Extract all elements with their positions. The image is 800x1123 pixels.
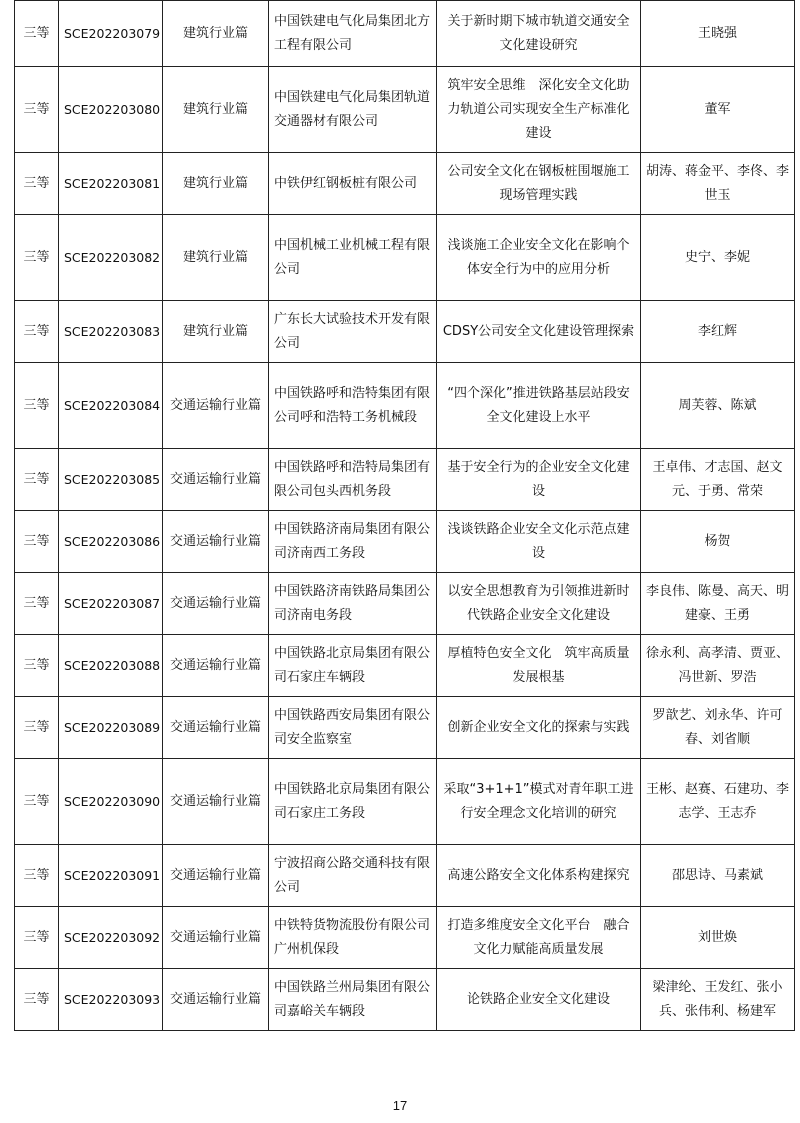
organization-cell: 中国铁路呼和浩特集团有限公司呼和浩特工务机械段: [269, 363, 437, 449]
grade-cell: 三等: [15, 449, 59, 511]
paper-title-cell: 厚植特色安全文化 筑牢高质量发展根基: [437, 635, 641, 697]
organization-cell: 中国铁路济南铁路局集团公司济南电务段: [269, 573, 437, 635]
table-row: [15, 215, 795, 301]
grade-cell: 三等: [15, 635, 59, 697]
code-cell: SCE202203080: [59, 67, 163, 153]
code-cell: SCE202203079: [59, 1, 163, 67]
paper-title-cell: 创新企业安全文化的探索与实践: [437, 697, 641, 759]
awards-table: [14, 0, 795, 1031]
paper-title-cell: 关于新时期下城市轨道交通安全文化建设研究: [437, 1, 641, 67]
code-cell: SCE202203082: [59, 215, 163, 301]
awards-table-body: [15, 1, 795, 1031]
authors-cell: 李良伟、陈曼、高天、明建豪、王勇: [641, 573, 795, 635]
organization-cell: 广东长大试验技术开发有限公司: [269, 301, 437, 363]
table-row: [15, 449, 795, 511]
code-cell: SCE202203081: [59, 153, 163, 215]
paper-title-cell: 公司安全文化在钢板桩围堰施工现场管理实践: [437, 153, 641, 215]
grade-cell: 三等: [15, 363, 59, 449]
paper-title-cell: 论铁路企业安全文化建设: [437, 969, 641, 1031]
table-row: [15, 67, 795, 153]
category-cell: 交通运输行业篇: [163, 363, 269, 449]
table-row: [15, 301, 795, 363]
category-cell: 建筑行业篇: [163, 1, 269, 67]
paper-title-cell: 以安全思想教育为引领推进新时代铁路企业安全文化建设: [437, 573, 641, 635]
grade-cell: 三等: [15, 1, 59, 67]
code-cell: SCE202203089: [59, 697, 163, 759]
authors-cell: 徐永利、高孝清、贾亚、冯世新、罗浩: [641, 635, 795, 697]
paper-title-cell: 采取“3+1+1”模式对青年职工进行安全理念文化培训的研究: [437, 759, 641, 845]
category-cell: 交通运输行业篇: [163, 573, 269, 635]
organization-cell: 中国机械工业机械工程有限公司: [269, 215, 437, 301]
organization-cell: 中铁特货物流股份有限公司广州机保段: [269, 907, 437, 969]
grade-cell: 三等: [15, 511, 59, 573]
authors-cell: 邵思诗、马素斌: [641, 845, 795, 907]
grade-cell: 三等: [15, 153, 59, 215]
category-cell: 交通运输行业篇: [163, 697, 269, 759]
category-cell: 交通运输行业篇: [163, 969, 269, 1031]
grade-cell: 三等: [15, 67, 59, 153]
grade-cell: 三等: [15, 759, 59, 845]
organization-cell: 宁波招商公路交通科技有限公司: [269, 845, 437, 907]
grade-cell: 三等: [15, 969, 59, 1031]
authors-cell: 胡涛、蒋金平、李佟、李世玉: [641, 153, 795, 215]
authors-cell: 王卓伟、才志国、赵文元、于勇、常荣: [641, 449, 795, 511]
category-cell: 建筑行业篇: [163, 67, 269, 153]
category-cell: 交通运输行业篇: [163, 845, 269, 907]
code-cell: SCE202203087: [59, 573, 163, 635]
organization-cell: 中国铁路济南局集团有限公司济南西工务段: [269, 511, 437, 573]
code-cell: SCE202203091: [59, 845, 163, 907]
authors-cell: 周芙蓉、陈斌: [641, 363, 795, 449]
organization-cell: 中国铁路北京局集团有限公司石家庄车辆段: [269, 635, 437, 697]
grade-cell: 三等: [15, 697, 59, 759]
code-cell: SCE202203092: [59, 907, 163, 969]
code-cell: SCE202203090: [59, 759, 163, 845]
category-cell: 交通运输行业篇: [163, 449, 269, 511]
page-number: 17: [392, 1098, 408, 1113]
code-cell: SCE202203084: [59, 363, 163, 449]
grade-cell: 三等: [15, 215, 59, 301]
category-cell: 交通运输行业篇: [163, 907, 269, 969]
table-row: [15, 759, 795, 845]
organization-cell: 中国铁路呼和浩特局集团有限公司包头西机务段: [269, 449, 437, 511]
table-row: [15, 697, 795, 759]
category-cell: 建筑行业篇: [163, 215, 269, 301]
paper-title-cell: 筑牢安全思维 深化安全文化助力轨道公司实现安全生产标准化建设: [437, 67, 641, 153]
paper-title-cell: 高速公路安全文化体系构建探究: [437, 845, 641, 907]
table-row: [15, 573, 795, 635]
authors-cell: 杨贺: [641, 511, 795, 573]
code-cell: SCE202203093: [59, 969, 163, 1031]
code-cell: SCE202203088: [59, 635, 163, 697]
paper-title-cell: 基于安全行为的企业安全文化建设: [437, 449, 641, 511]
organization-cell: 中铁伊红钢板桩有限公司: [269, 153, 437, 215]
category-cell: 交通运输行业篇: [163, 511, 269, 573]
authors-cell: 罗歆艺、刘永华、许可春、刘省顺: [641, 697, 795, 759]
table-row: [15, 907, 795, 969]
authors-cell: 王晓强: [641, 1, 795, 67]
grade-cell: 三等: [15, 573, 59, 635]
table-row: [15, 845, 795, 907]
organization-cell: 中国铁路兰州局集团有限公司嘉峪关车辆段: [269, 969, 437, 1031]
code-cell: SCE202203083: [59, 301, 163, 363]
table-row: [15, 363, 795, 449]
paper-title-cell: “四个深化”推进铁路基层站段安全文化建设上水平: [437, 363, 641, 449]
category-cell: 建筑行业篇: [163, 301, 269, 363]
category-cell: 交通运输行业篇: [163, 759, 269, 845]
code-cell: SCE202203085: [59, 449, 163, 511]
paper-title-cell: 浅谈铁路企业安全文化示范点建设: [437, 511, 641, 573]
table-row: [15, 969, 795, 1031]
table-row: [15, 153, 795, 215]
grade-cell: 三等: [15, 907, 59, 969]
table-row: [15, 635, 795, 697]
authors-cell: 董军: [641, 67, 795, 153]
authors-cell: 王彬、赵赛、石建功、李志学、王志乔: [641, 759, 795, 845]
organization-cell: 中国铁路西安局集团有限公司安全监察室: [269, 697, 437, 759]
category-cell: 交通运输行业篇: [163, 635, 269, 697]
grade-cell: 三等: [15, 301, 59, 363]
table-row: [15, 511, 795, 573]
category-cell: 建筑行业篇: [163, 153, 269, 215]
authors-cell: 刘世焕: [641, 907, 795, 969]
table-row: [15, 1, 795, 67]
grade-cell: 三等: [15, 845, 59, 907]
authors-cell: 李红辉: [641, 301, 795, 363]
paper-title-cell: CDSY公司安全文化建设管理探索: [437, 301, 641, 363]
authors-cell: 梁津纶、王发红、张小兵、张伟利、杨建军: [641, 969, 795, 1031]
paper-title-cell: 浅谈施工企业安全文化在影响个体安全行为中的应用分析: [437, 215, 641, 301]
authors-cell: 史宁、李妮: [641, 215, 795, 301]
paper-title-cell: 打造多维度安全文化平台 融合文化力赋能高质量发展: [437, 907, 641, 969]
organization-cell: 中国铁路北京局集团有限公司石家庄工务段: [269, 759, 437, 845]
organization-cell: 中国铁建电气化局集团北方工程有限公司: [269, 1, 437, 67]
organization-cell: 中国铁建电气化局集团轨道交通器材有限公司: [269, 67, 437, 153]
code-cell: SCE202203086: [59, 511, 163, 573]
